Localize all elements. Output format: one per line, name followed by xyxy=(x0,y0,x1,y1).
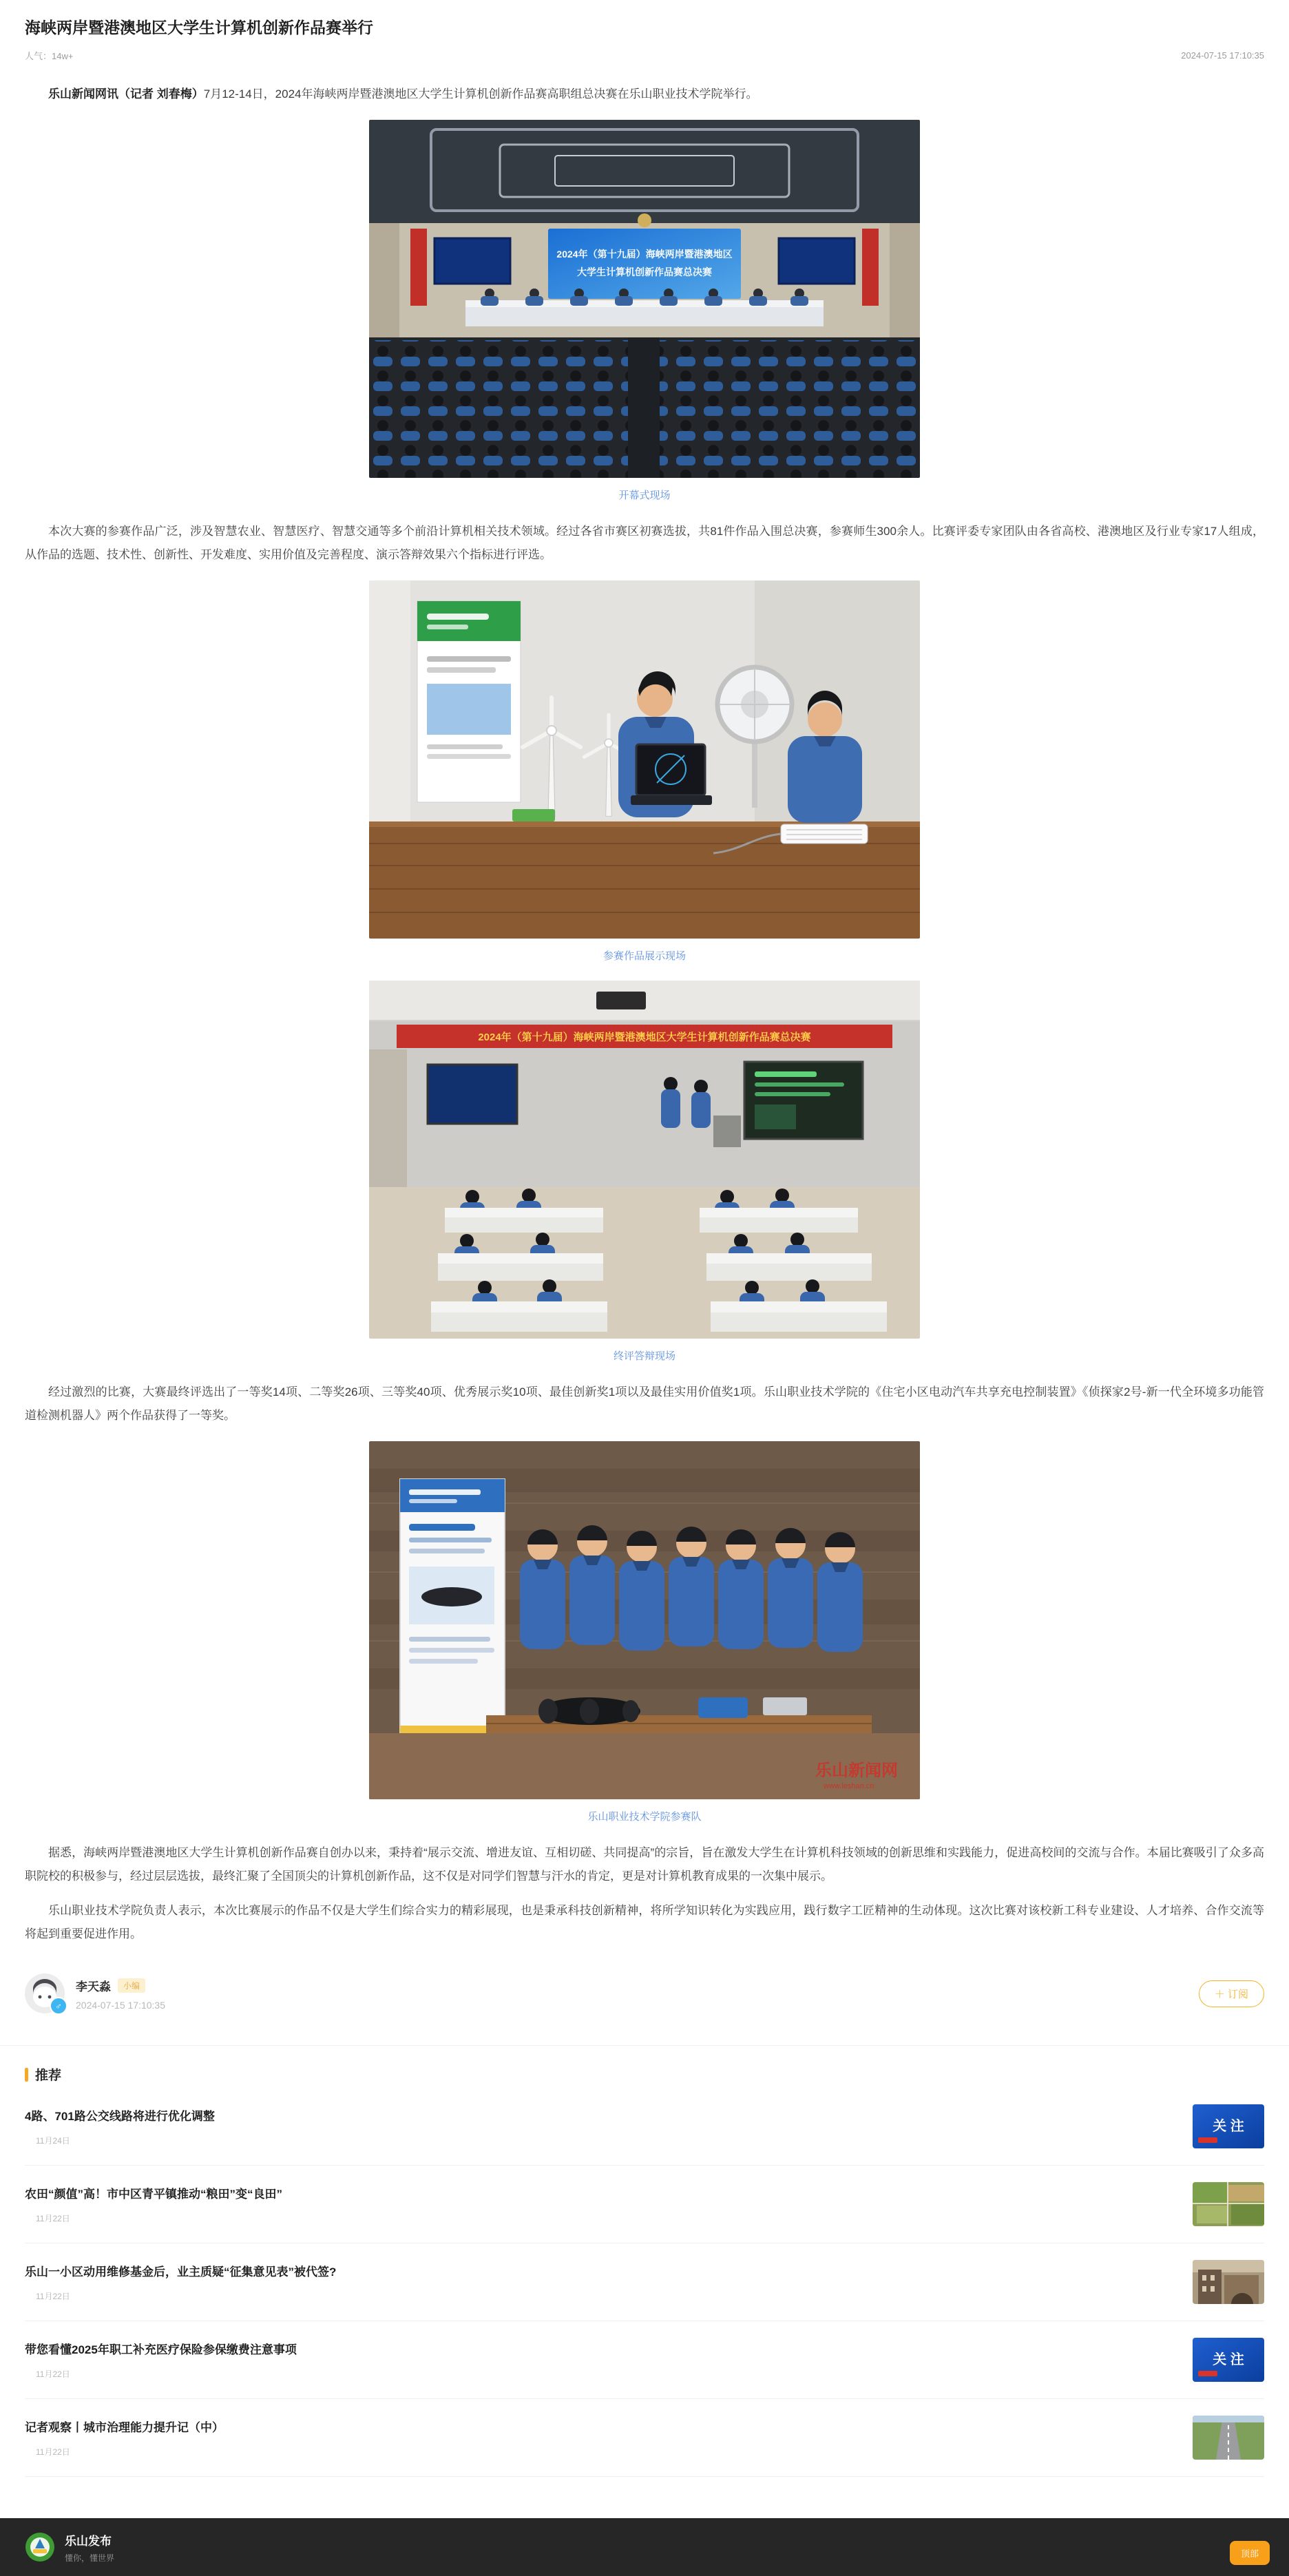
paragraph-2: 本次大赛的参赛作品广泛，涉及智慧农业、智慧医疗、智慧交通等多个前沿计算机相关技术领域。经过各省市赛区初赛选拔，共81件作品入围总决赛，参赛师生300余人。比赛评委专家团队由各省高校、港澳地区及行业专家17人组成，从作品的选题、技术性、创新性、开发难度、实用价值及完善程度、演示答辩效果六个指标进行评选。 xyxy=(25,525,1264,561)
photo-caption-2: 参赛作品展示现场 xyxy=(602,950,686,962)
banner-text-line1: 2024年（第十九届）海峡两岸暨港澳地区 xyxy=(556,249,733,260)
article-photo-exhibition xyxy=(369,580,920,939)
back-to-top-button[interactable]: 顶部 xyxy=(1230,2541,1270,2565)
rec-item-thumbnail[interactable] xyxy=(1193,2260,1264,2304)
red-banner-text: 2024年（第十九届）海峡两岸暨港澳地区大学生计算机创新作品赛总决赛 xyxy=(478,1032,811,1043)
rec-item-thumbnail[interactable] xyxy=(1193,2416,1264,2460)
page-title: 海峡两岸暨港澳地区大学生计算机创新作品赛举行 xyxy=(25,19,373,36)
rec-item-title[interactable]: 带您看懂2025年职工补充医疗保险参保缴费注意事项 xyxy=(25,2343,297,2356)
paragraph-3: 经过激烈的比赛，大赛最终评选出了一等奖14项、二等奖26项、三等奖40项、优秀展示奖10项、最佳创新奖1项以及最佳实用价值奖1项。乐山职业技术学院的《住宅小区电动汽车共享充电控制装置》《侦探家2号-新一代全环境多功能管道检测机器人》两个作品获得了一等奖。 xyxy=(25,1385,1264,1422)
rec-item-3[interactable] xyxy=(25,2243,1264,2321)
rec-item-date: 11月22日 xyxy=(36,2447,70,2457)
photo-watermark-url: www.leshan.cn xyxy=(824,1782,874,1790)
svg-text:关 注: 关 注 xyxy=(1213,2119,1244,2134)
rec-item-title[interactable]: 4路、701路公交线路将进行优化调整 xyxy=(25,2110,215,2123)
rec-item-title[interactable]: 乐山一小区动用维修基金后，业主质疑“征集意见表”被代签? xyxy=(25,2265,337,2279)
footer-brand: 乐山发布 xyxy=(65,2534,112,2548)
rec-item-date: 11月22日 xyxy=(36,2292,70,2301)
banner-text-line2: 大学生计算机创新作品赛总决赛 xyxy=(577,266,712,278)
defense-image xyxy=(369,981,920,1339)
rec-item-date: 11月22日 xyxy=(36,2369,70,2379)
photo-watermark: 乐山新闻网 xyxy=(815,1761,898,1780)
opening-ceremony-image xyxy=(369,120,920,478)
article-photo-opening-ceremony xyxy=(369,120,920,478)
author-role-badge: 小编 xyxy=(118,1978,145,1993)
publish-time-top: 2024-07-15 17:10:35 xyxy=(1181,50,1264,61)
avatar[interactable] xyxy=(25,1973,65,2013)
leshan-logo-icon xyxy=(25,2532,55,2562)
author-name[interactable]: 李天淼 xyxy=(76,1980,111,1993)
male-icon: ♂ xyxy=(50,1997,67,2015)
lead-text: 7月12-14日，2024年海峡两岸暨港澳地区大学生计算机创新作品赛高职组总决赛在乐山职业技术学院举行。 xyxy=(203,87,758,101)
publish-datetime: 2024-07-15 17:10:35 xyxy=(76,1999,165,2011)
popularity-count: 人气：14w+ xyxy=(25,51,74,61)
article-meta xyxy=(25,49,1264,62)
exhibition-image xyxy=(369,580,920,939)
recommend-header xyxy=(25,2065,1264,2084)
svg-text:关 注: 关 注 xyxy=(1213,2352,1244,2367)
team-image xyxy=(369,1441,920,1799)
rec-item-thumbnail[interactable] xyxy=(1193,2182,1264,2226)
photo-caption-4: 乐山职业技术学院参赛队 xyxy=(587,1811,702,1823)
site-footer xyxy=(0,2518,1289,2576)
subscribe-button[interactable]: ＋ 订阅 xyxy=(1199,1980,1264,2007)
article-photo-team xyxy=(369,1441,920,1799)
photo-caption-3: 终评答辩现场 xyxy=(613,1350,675,1362)
orange-bar-icon xyxy=(25,2068,28,2082)
laptop xyxy=(631,744,712,805)
green-poster xyxy=(417,601,521,802)
recommend-section xyxy=(0,2045,1289,2486)
rec-item-2[interactable] xyxy=(25,2166,1264,2243)
recommend-title: 推荐 xyxy=(35,2069,62,2083)
photo-caption-1: 开幕式现场 xyxy=(618,490,671,501)
rec-item-date: 11月24日 xyxy=(36,2136,70,2146)
lead-source: 乐山新闻网讯（记者 刘春梅） xyxy=(48,87,204,101)
author-section xyxy=(25,1973,1264,2013)
rec-item-title[interactable]: 记者观察丨城市治理能力提升记（中） xyxy=(25,2421,224,2434)
paragraph-4: 据悉，海峡两岸暨港澳地区大学生计算机创新作品赛自创办以来，秉持着“展示交流、增进友谊、互相切磋、共同提高”的宗旨，旨在激发大学生在计算机科技领域的创新思维和实践能力，促进高校间的交流与合作。本届比赛吸引了众多高职院校的积极参与，经过层层选拔，最终汇聚了全国顶尖的计算机创新作品，这不仅是对同学们智慧与汗水的肯定，更是对计算机教育成果的一次集中展示。 xyxy=(25,1846,1264,1883)
rec-item-title[interactable]: 农田“颜值”高！市中区青平镇推动“粮田”变“良田” xyxy=(25,2188,282,2201)
rec-item-thumbnail[interactable] xyxy=(1193,2104,1264,2148)
rec-item-date: 11月22日 xyxy=(36,2214,70,2223)
paragraph-5: 乐山职业技术学院负责人表示，本次比赛展示的作品不仅是大学生们综合实力的精彩展现，也是秉承科技创新精神，将所学知识转化为实践应用，践行数字工匠精神的生动体现。这次比赛对该校新工科专业建设、人才培养、合作交流等将起到重要促进作用。 xyxy=(25,1904,1264,1940)
paragraph-lead xyxy=(25,83,1264,106)
rec-item-5[interactable] xyxy=(25,2399,1264,2477)
footer-tagline: 懂你，懂世界 xyxy=(65,2553,115,2563)
rec-item-thumbnail[interactable] xyxy=(1193,2338,1264,2382)
rec-item-4[interactable] xyxy=(25,2321,1264,2399)
article-photo-defense xyxy=(369,981,920,1339)
rec-item-1[interactable] xyxy=(25,2088,1264,2166)
rollup-banner xyxy=(400,1479,505,1742)
